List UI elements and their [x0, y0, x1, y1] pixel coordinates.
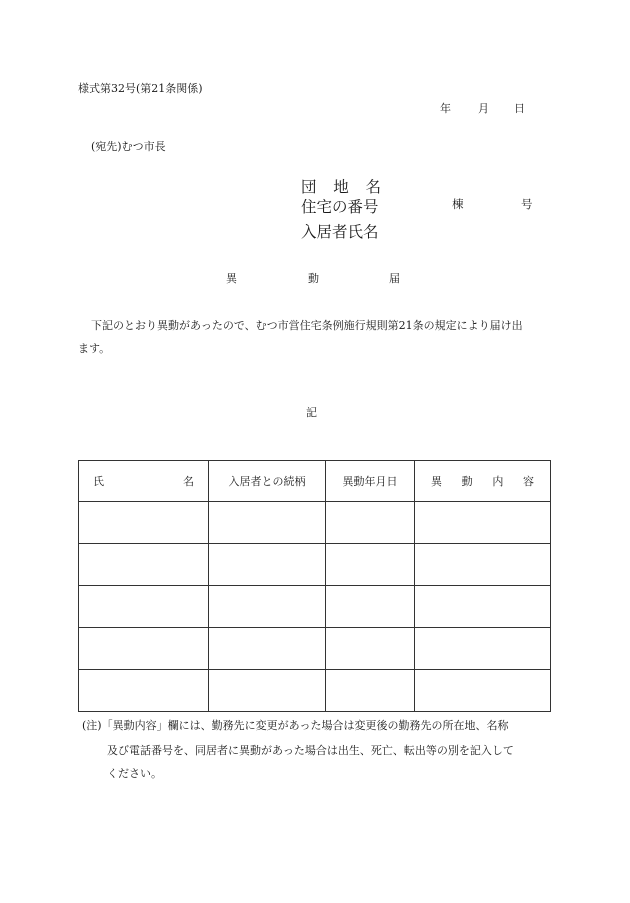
cell-name[interactable] [79, 670, 209, 712]
cell-relation[interactable] [209, 586, 326, 628]
cell-relation[interactable] [209, 544, 326, 586]
cell-name[interactable] [79, 502, 209, 544]
table-row [79, 628, 551, 670]
header-content: 異 動 内 容 [415, 461, 551, 502]
date-line [440, 100, 530, 116]
header-name: 氏 名 [79, 461, 209, 502]
cell-relation[interactable] [209, 628, 326, 670]
note-line-2: 及び電話番号を、同居者に異動があった場合は出生、死亡、転出等の別を記入して [107, 744, 514, 757]
cell-relation[interactable] [209, 670, 326, 712]
cell-content[interactable] [415, 628, 551, 670]
header-date: 異動年月日 [326, 461, 415, 502]
date-month-label: 月 [478, 102, 489, 115]
cell-date[interactable] [326, 670, 415, 712]
cell-content[interactable] [415, 544, 551, 586]
cell-name[interactable] [79, 586, 209, 628]
cell-content[interactable] [415, 670, 551, 712]
danchi-name-label: 団 地 名 [301, 178, 381, 196]
table-row [79, 502, 551, 544]
change-table [78, 460, 551, 712]
cell-date[interactable] [326, 544, 415, 586]
cell-name[interactable] [79, 544, 209, 586]
cell-content[interactable] [415, 586, 551, 628]
document-title: 異 動 届 [226, 272, 400, 285]
table-row [79, 670, 551, 712]
addressee: (宛先)むつ市長 [91, 140, 166, 153]
cell-date[interactable] [326, 586, 415, 628]
ki-label: 記 [306, 406, 317, 419]
body-text-line-2: ます。 [78, 342, 111, 355]
note-line-1: (注)「異動内容」欄には、勤務先に変更があった場合は変更後の勤務先の所在地、名称 [82, 719, 509, 732]
form-number: 様式第32号(第21条関係) [78, 82, 203, 95]
body-text-line-1: 下記のとおり異動があったので、むつ市営住宅条例施行規則第21条の規定により届け出 [91, 319, 523, 332]
table-row [79, 586, 551, 628]
cell-relation[interactable] [209, 502, 326, 544]
cell-content[interactable] [415, 502, 551, 544]
table-row [79, 544, 551, 586]
housing-number-fields [452, 196, 542, 212]
note-line-3: ください。 [107, 767, 162, 780]
date-day-label: 日 [514, 102, 525, 115]
resident-name-label: 入居者氏名 [301, 223, 379, 241]
number-suffix: 号 [521, 197, 533, 211]
housing-number-label: 住宅の番号 [301, 198, 379, 216]
building-suffix: 棟 [452, 197, 464, 211]
cell-date[interactable] [326, 628, 415, 670]
cell-name[interactable] [79, 628, 209, 670]
date-year-label: 年 [440, 102, 451, 115]
header-relation: 入居者との続柄 [209, 461, 326, 502]
cell-date[interactable] [326, 502, 415, 544]
table-header-row [79, 461, 551, 502]
